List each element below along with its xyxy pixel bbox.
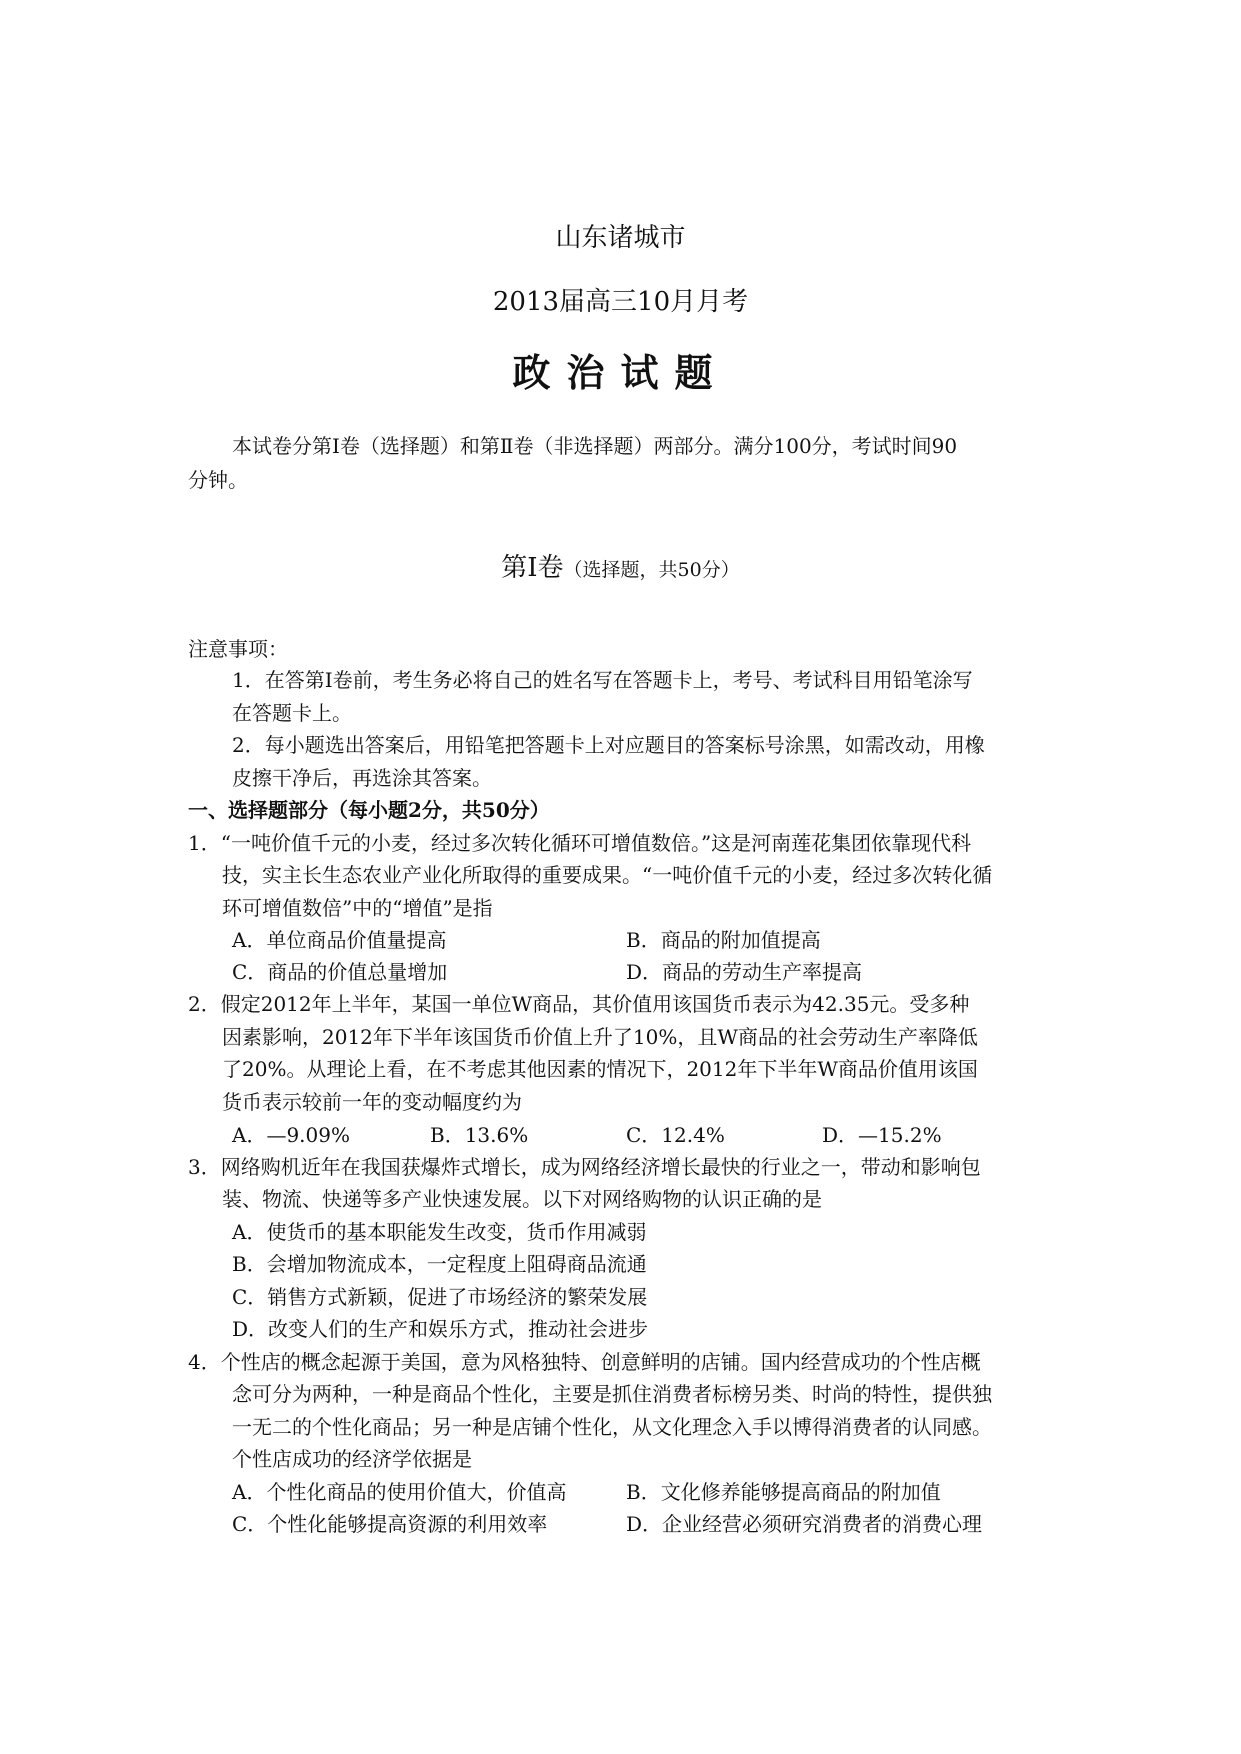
intro-line-1: 本试卷分第Ⅰ卷（选择题）和第Ⅱ卷（非选择题）两部分。满分100分，考试时间90	[232, 434, 958, 458]
q4-stem-line-4: 个性店成功的经济学依据是	[232, 1447, 472, 1471]
q3-stem-line-1: 3．网络购机近年在我国获爆炸式增长，成为网络经济增长最快的行业之一，带动和影响包	[188, 1155, 981, 1179]
q1-option-a: A．单位商品价值量提高	[232, 928, 447, 952]
exam-title: 政治试题	[512, 350, 729, 395]
q1-stem-line-1: 1．“一吨价值千元的小麦，经过多次转化循环可增值数倍。”这是河南莲花集团依靠现代科	[188, 831, 972, 855]
section1-heading: 一、选择题部分（每小题2分，共50分）	[188, 798, 550, 822]
q1-stem-line-2: 技，实主长生态农业产业化所取得的重要成果。“一吨价值千元的小麦，经过多次转化循	[222, 863, 993, 887]
q3-option-a: A．使货币的基本职能发生改变，货币作用减弱	[232, 1220, 647, 1244]
q2-stem-line-3: 了20%。从理论上看，在不考虑其他因素的情况下，2012年下半年W商品价值用该国	[222, 1057, 978, 1081]
q2-stem-line-2: 因素影响，2012年下半年该国货币价值上升了10%，且W商品的社会劳动生产率降低	[222, 1025, 978, 1049]
part1-heading	[0, 552, 1241, 586]
q4-option-c: C．个性化能够提高资源的利用效率	[232, 1512, 548, 1536]
part1-title: 第Ⅰ卷	[501, 553, 564, 583]
q4-option-a: A．个性化商品的使用价值大，价值高	[232, 1480, 567, 1504]
q3-option-c: C．销售方式新颖，促进了市场经济的繁荣发展	[232, 1285, 648, 1309]
note-2-line-1: 2．每小题选出答案后，用铅笔把答题卡上对应题目的答案标号涂黑，如需改动，用橡	[232, 733, 985, 757]
intro-line-2: 分钟。	[188, 468, 248, 492]
q1-option-b: B．商品的附加值提高	[626, 928, 821, 952]
q4-stem-line-3: 一无二的个性化商品；另一种是店铺个性化，从文化理念入手以博得消费者的认同感。	[232, 1415, 992, 1439]
q1-option-d: D．商品的劳动生产率提高	[626, 960, 863, 984]
q2-stem-line-4: 货币表示较前一年的变动幅度约为	[222, 1090, 522, 1114]
q4-stem-line-1: 4．个性店的概念起源于美国，意为风格独特、创意鲜明的店铺。国内经营成功的个性店概	[188, 1350, 981, 1374]
q4-option-d: D．企业经营必须研究消费者的消费心理	[626, 1512, 983, 1536]
q2-option-a: A．—9.09%	[232, 1123, 350, 1147]
notes-heading: 注意事项：	[188, 637, 288, 661]
q2-stem-line-1: 2．假定2012年上半年，某国一单位W商品，其价值用该国货币表示为42.35元。受多种	[188, 992, 970, 1016]
q2-option-c: C．12.4%	[626, 1123, 725, 1147]
q2-option-b: B．13.6%	[430, 1123, 529, 1147]
note-1-line-1: 1．在答第Ⅰ卷前，考生务必将自己的姓名写在答题卡上，考号、考试科目用铅笔涂写	[232, 668, 973, 692]
q2-option-d: D．—15.2%	[822, 1123, 942, 1147]
q1-stem-line-3: 环可增值数倍”中的“增值”是指	[222, 896, 493, 920]
note-1-line-2: 在答题卡上。	[232, 701, 352, 725]
exam-session: 2013届高三10月月考	[492, 287, 749, 317]
note-2-line-2: 皮擦干净后，再选涂其答案。	[232, 766, 492, 790]
q4-stem-line-2: 念可分为两种，一种是商品个性化，主要是抓住消费者标榜另类、时尚的特性，提供独	[232, 1382, 992, 1406]
part1-subtitle: （选择题，共50分）	[563, 559, 740, 581]
q3-option-b: B．会增加物流成本，一定程度上阻碍商品流通	[232, 1252, 647, 1276]
exam-region: 山东诸城市	[555, 223, 686, 253]
q3-stem-line-2: 装、物流、快递等多产业快速发展。以下对网络购物的认识正确的是	[222, 1187, 822, 1211]
q1-option-c: C．商品的价值总量增加	[232, 960, 448, 984]
q3-option-d: D．改变人们的生产和娱乐方式，推动社会进步	[232, 1317, 649, 1341]
q4-option-b: B．文化修养能够提高商品的附加值	[626, 1480, 941, 1504]
